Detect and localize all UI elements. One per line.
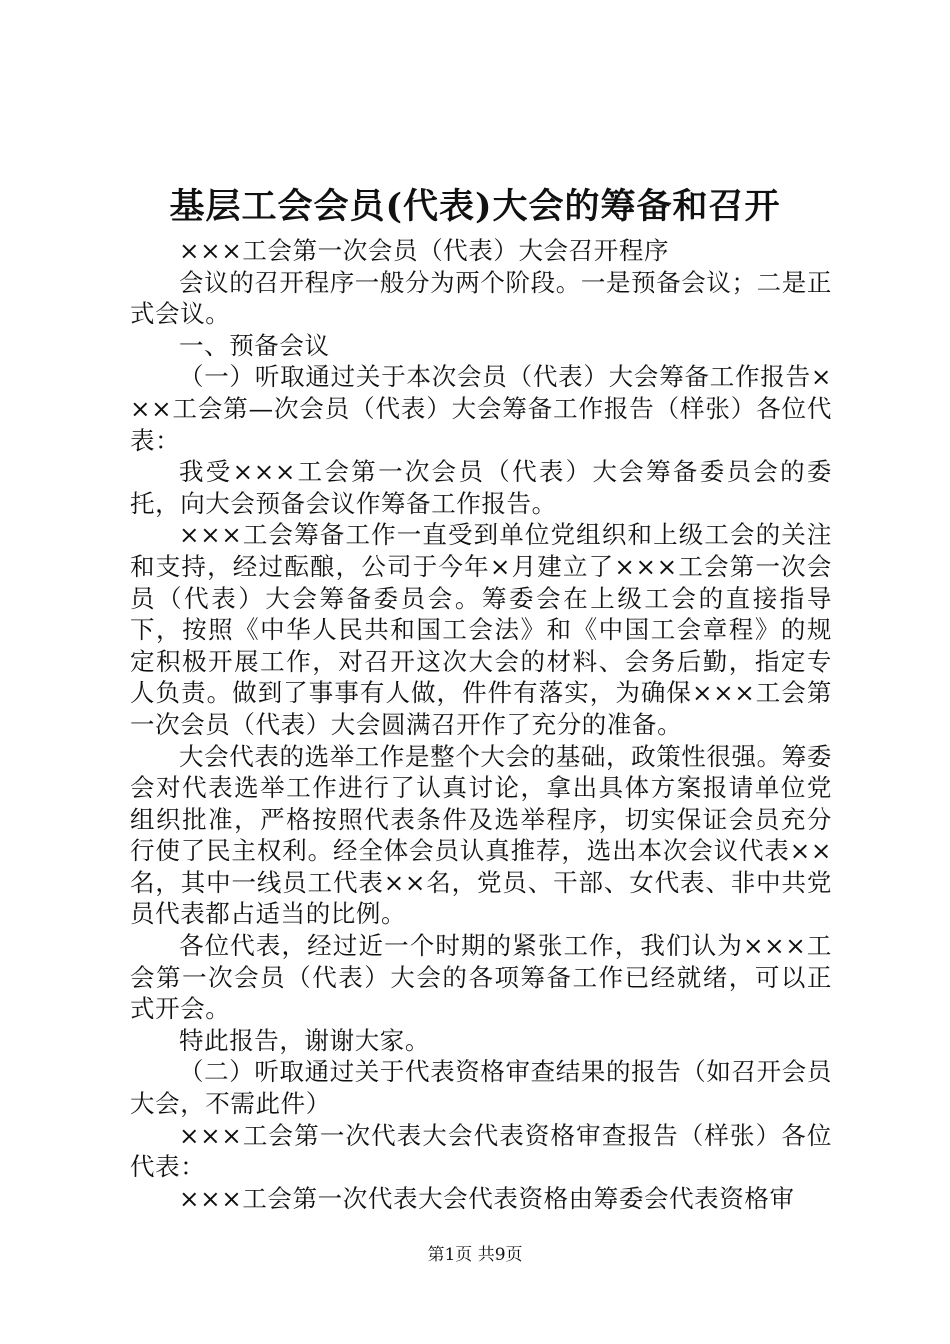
paragraph-credentials-heading: （二）听取通过关于代表资格审查结果的报告（如召开会员大会，不需此件） (130, 1057, 832, 1119)
paragraph-procedure-intro: 会议的召开程序一般分为两个阶段。一是预备会议；二是正式会议。 (130, 267, 832, 329)
paragraph-prep-work: ×××工会筹备工作一直受到单位党组织和上级工会的关注和支持，经过酝酿，公司于今年×月建立了×××工会第一次会员（代表）大会筹备委员会。筹委会在上级工会的直接指导下，按照《中华人民共和国工会法》和《中国工会章程》的规定积极开展工作，对召开这次大会的材料、会务后勤，指定专人负责。做到了事事有人做，件件有落实，为确保×××工会第一次会员（代表）大会圆满召开作了充分的准备。 (130, 520, 832, 739)
paragraph-agenda-heading: ×××工会第一次会员（代表）大会召开程序 (179, 236, 670, 265)
document-body (130, 235, 832, 1214)
section-heading-preparatory-meeting: 一、预备会议 (179, 330, 330, 360)
paragraph-election: 大会代表的选举工作是整个大会的基础，政策性很强。筹委会对代表选举工作进行了认真讨论，拿出具体方案报请单位党组织批准，严格按照代表条件及选举程序，切实保证会员充分行使了民主权利。经全体会员认真推荐，选出本次会议代表××名，其中一线员工代表××名，党员、干部、女代表、非中共党员代表都占适当的比例。 (130, 741, 832, 929)
paragraph-credentials-report-title: ×××工会第一次代表大会代表资格审查报告（样张）各位代表： (130, 1120, 832, 1182)
paragraph-ready: 各位代表，经过近一个时期的紧张工作，我们认为×××工会第一次会员（代表）大会的各项筹备工作已经就绪，可以正式开会。 (130, 931, 832, 1024)
paragraph-prep-report-heading: （一）听取通过关于本次会员（代表）大会筹备工作报告×××工会第—次会员（代表）大会筹备工作报告（样张）各位代表： (130, 362, 832, 455)
page-number: 第1页 共9页 (427, 1245, 523, 1265)
document-title: 基层工会会员(代表)大会的筹备和召开 (169, 186, 781, 227)
paragraph-closing: 特此报告，谢谢大家。 (179, 1025, 430, 1055)
paragraph-credentials-body: ×××工会第一次代表大会代表资格由筹委会代表资格审 (179, 1183, 795, 1213)
paragraph-entrusted: 我受×××工会第一次会员（代表）大会筹备委员会的委托，向大会预备会议作筹备工作报告。 (130, 457, 832, 518)
